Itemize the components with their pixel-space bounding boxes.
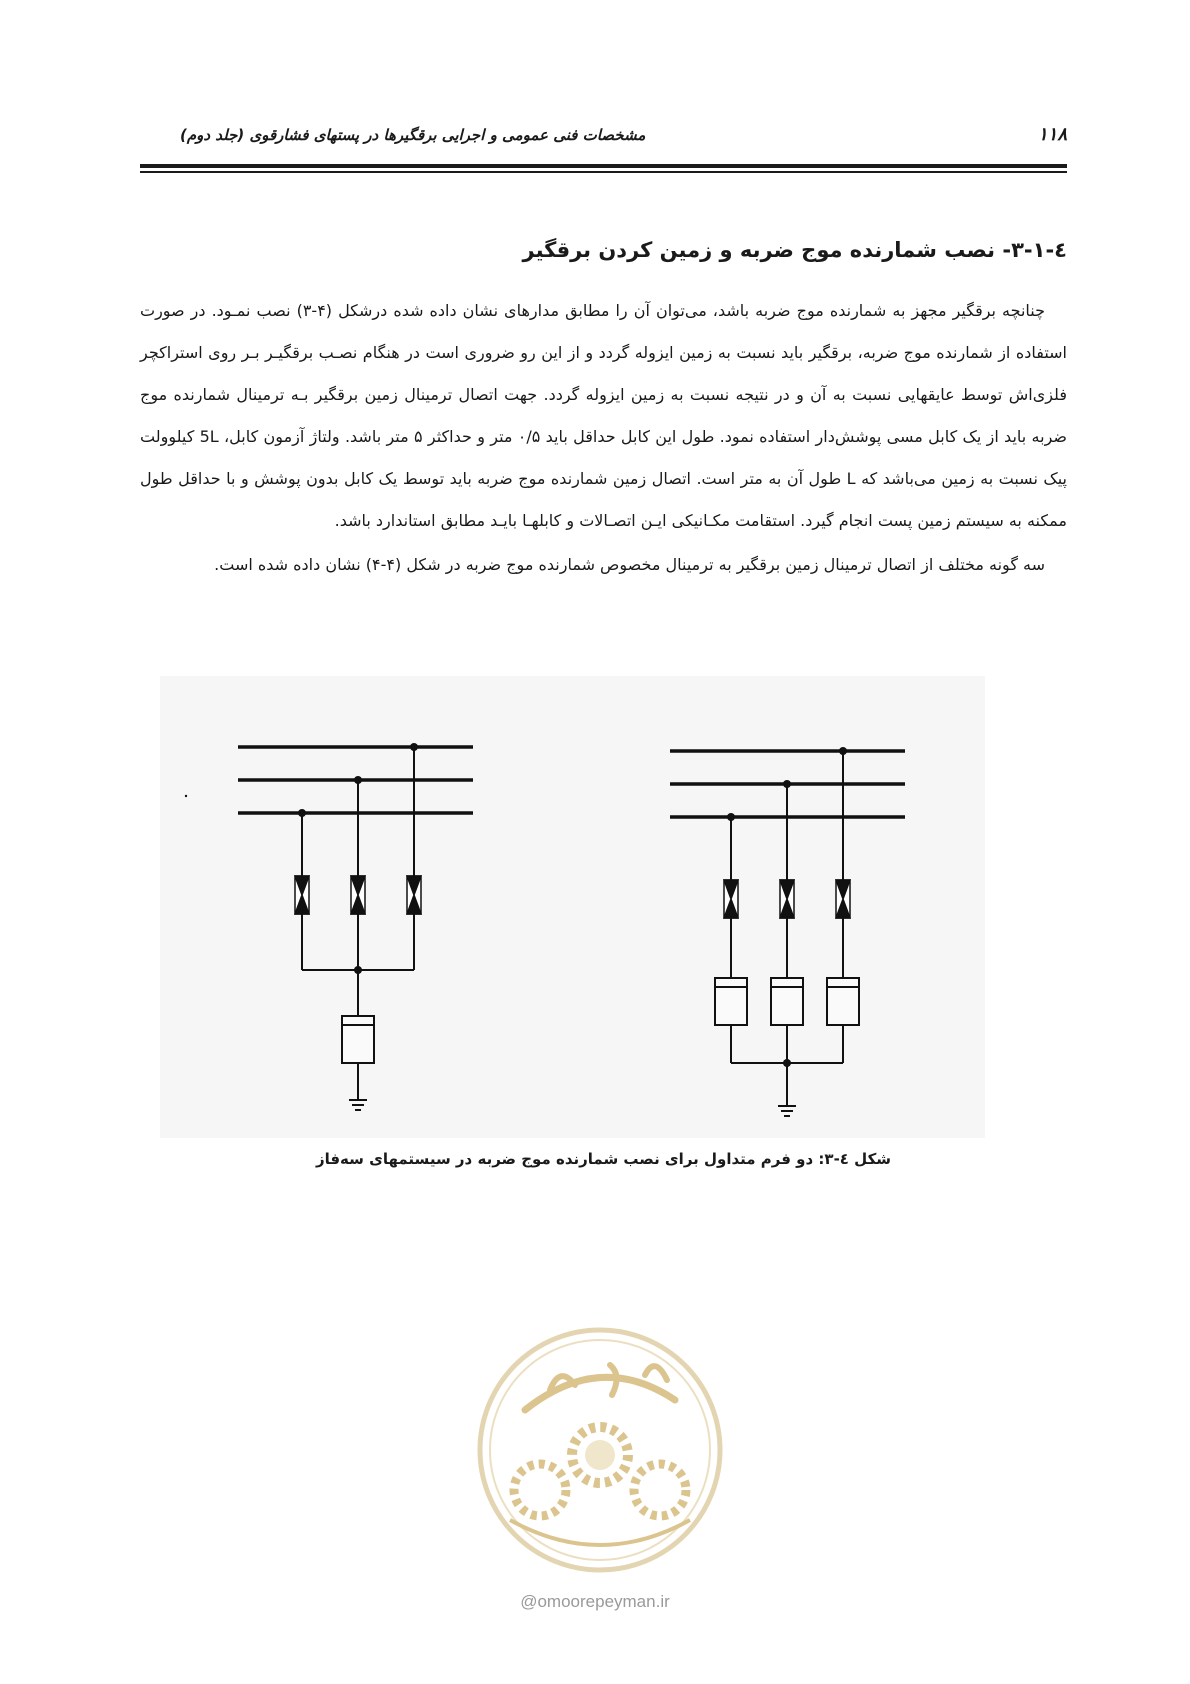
arrester-symbol	[836, 880, 850, 918]
header-rule-thin	[140, 171, 1067, 173]
junction-dot	[727, 813, 735, 821]
website-watermark: @omoorepeyman.ir	[520, 1592, 670, 1611]
arrester-symbol	[407, 876, 421, 914]
paragraph: سه گونه مختلف از اتصال ترمینال زمین برقگیر به ترمینال مخصوص شمارنده موج ضربه در شکل (۴-۴) نشان داده شده است.	[214, 555, 1045, 574]
body-text	[140, 290, 1067, 586]
surge-counter	[715, 978, 747, 1025]
junction-dot	[354, 776, 362, 784]
junction-dot	[410, 743, 418, 751]
diagram-common-counter	[238, 747, 473, 1110]
arrester-symbol	[295, 876, 309, 914]
header-rule	[140, 164, 1067, 168]
figure-circuit-diagrams	[160, 676, 985, 1138]
running-title: مشخصات فنی عمومی و اجرایی برقگیرها در پستهای فشارقوی (جلد دوم)	[180, 126, 646, 144]
arrester-symbol	[780, 880, 794, 918]
junction-dot	[783, 780, 791, 788]
surge-counter	[827, 978, 859, 1025]
junction-dot	[354, 966, 362, 974]
arrester-symbol	[724, 880, 738, 918]
watermark-logo	[470, 1320, 730, 1580]
surge-counter	[342, 1016, 374, 1063]
circuit-diagram-svg	[160, 676, 985, 1138]
arrester-symbol	[351, 876, 365, 914]
section-heading: ٤-١-٣- نصب شمارنده موج ضربه و زمین کردن برقگیر	[522, 238, 1067, 262]
figure-caption: شکل ٤-٣: دو فرم متداول برای نصب شمارنده موج ضربه در سیستمهای سه‌فاز	[315, 1150, 892, 1168]
junction-dot	[783, 1059, 791, 1067]
paragraph: چنانچه برقگیر مجهز به شمارنده موج ضربه باشد، می‌توان آن را مطابق مدارهای نشان داده شده درشکل (۴-۳) نصب نمـود. در صورت استفاده از شمارنده موج ضربه، برقگیر باید نسبت به زمین ایزوله گردد و از این رو ضروری است در هنگام نصـب برقگیـر بـر روی استراکچر فلزی‌اش توسط عایقهایی نسبت به آن و در نتیجه نسبت به زمین ایزوله گردد. جهت اتصال ترمینال زمین برقگیر بـه ترمینال شمارنده موج ضربه باید از یک کابل مسی پوشش‌دار استفاده نمود. طول این کابل حداقل باید ۰/۵ متر و حداکثر ۵ متر باشد. ولتاژ آزمون کابل، 5L کیلوولت پیک نسبت به زمین می‌باشد که L طول آن به متر است. اتصال زمین شمارنده موج ضربه باید توسط یک کابل بدون پوشش و با حداقل طول ممکنه به سیستم زمین پست انجام گیرد. استقامت مکـانیکی ایـن اتصـالات و کابلهـا بایـد مطابق استاندارد باشد.	[140, 301, 1068, 530]
junction-dot	[298, 809, 306, 817]
page-number: ۱۱۸	[1037, 124, 1067, 145]
page-header	[140, 124, 1067, 150]
junction-dot	[839, 747, 847, 755]
surge-counter	[771, 978, 803, 1025]
